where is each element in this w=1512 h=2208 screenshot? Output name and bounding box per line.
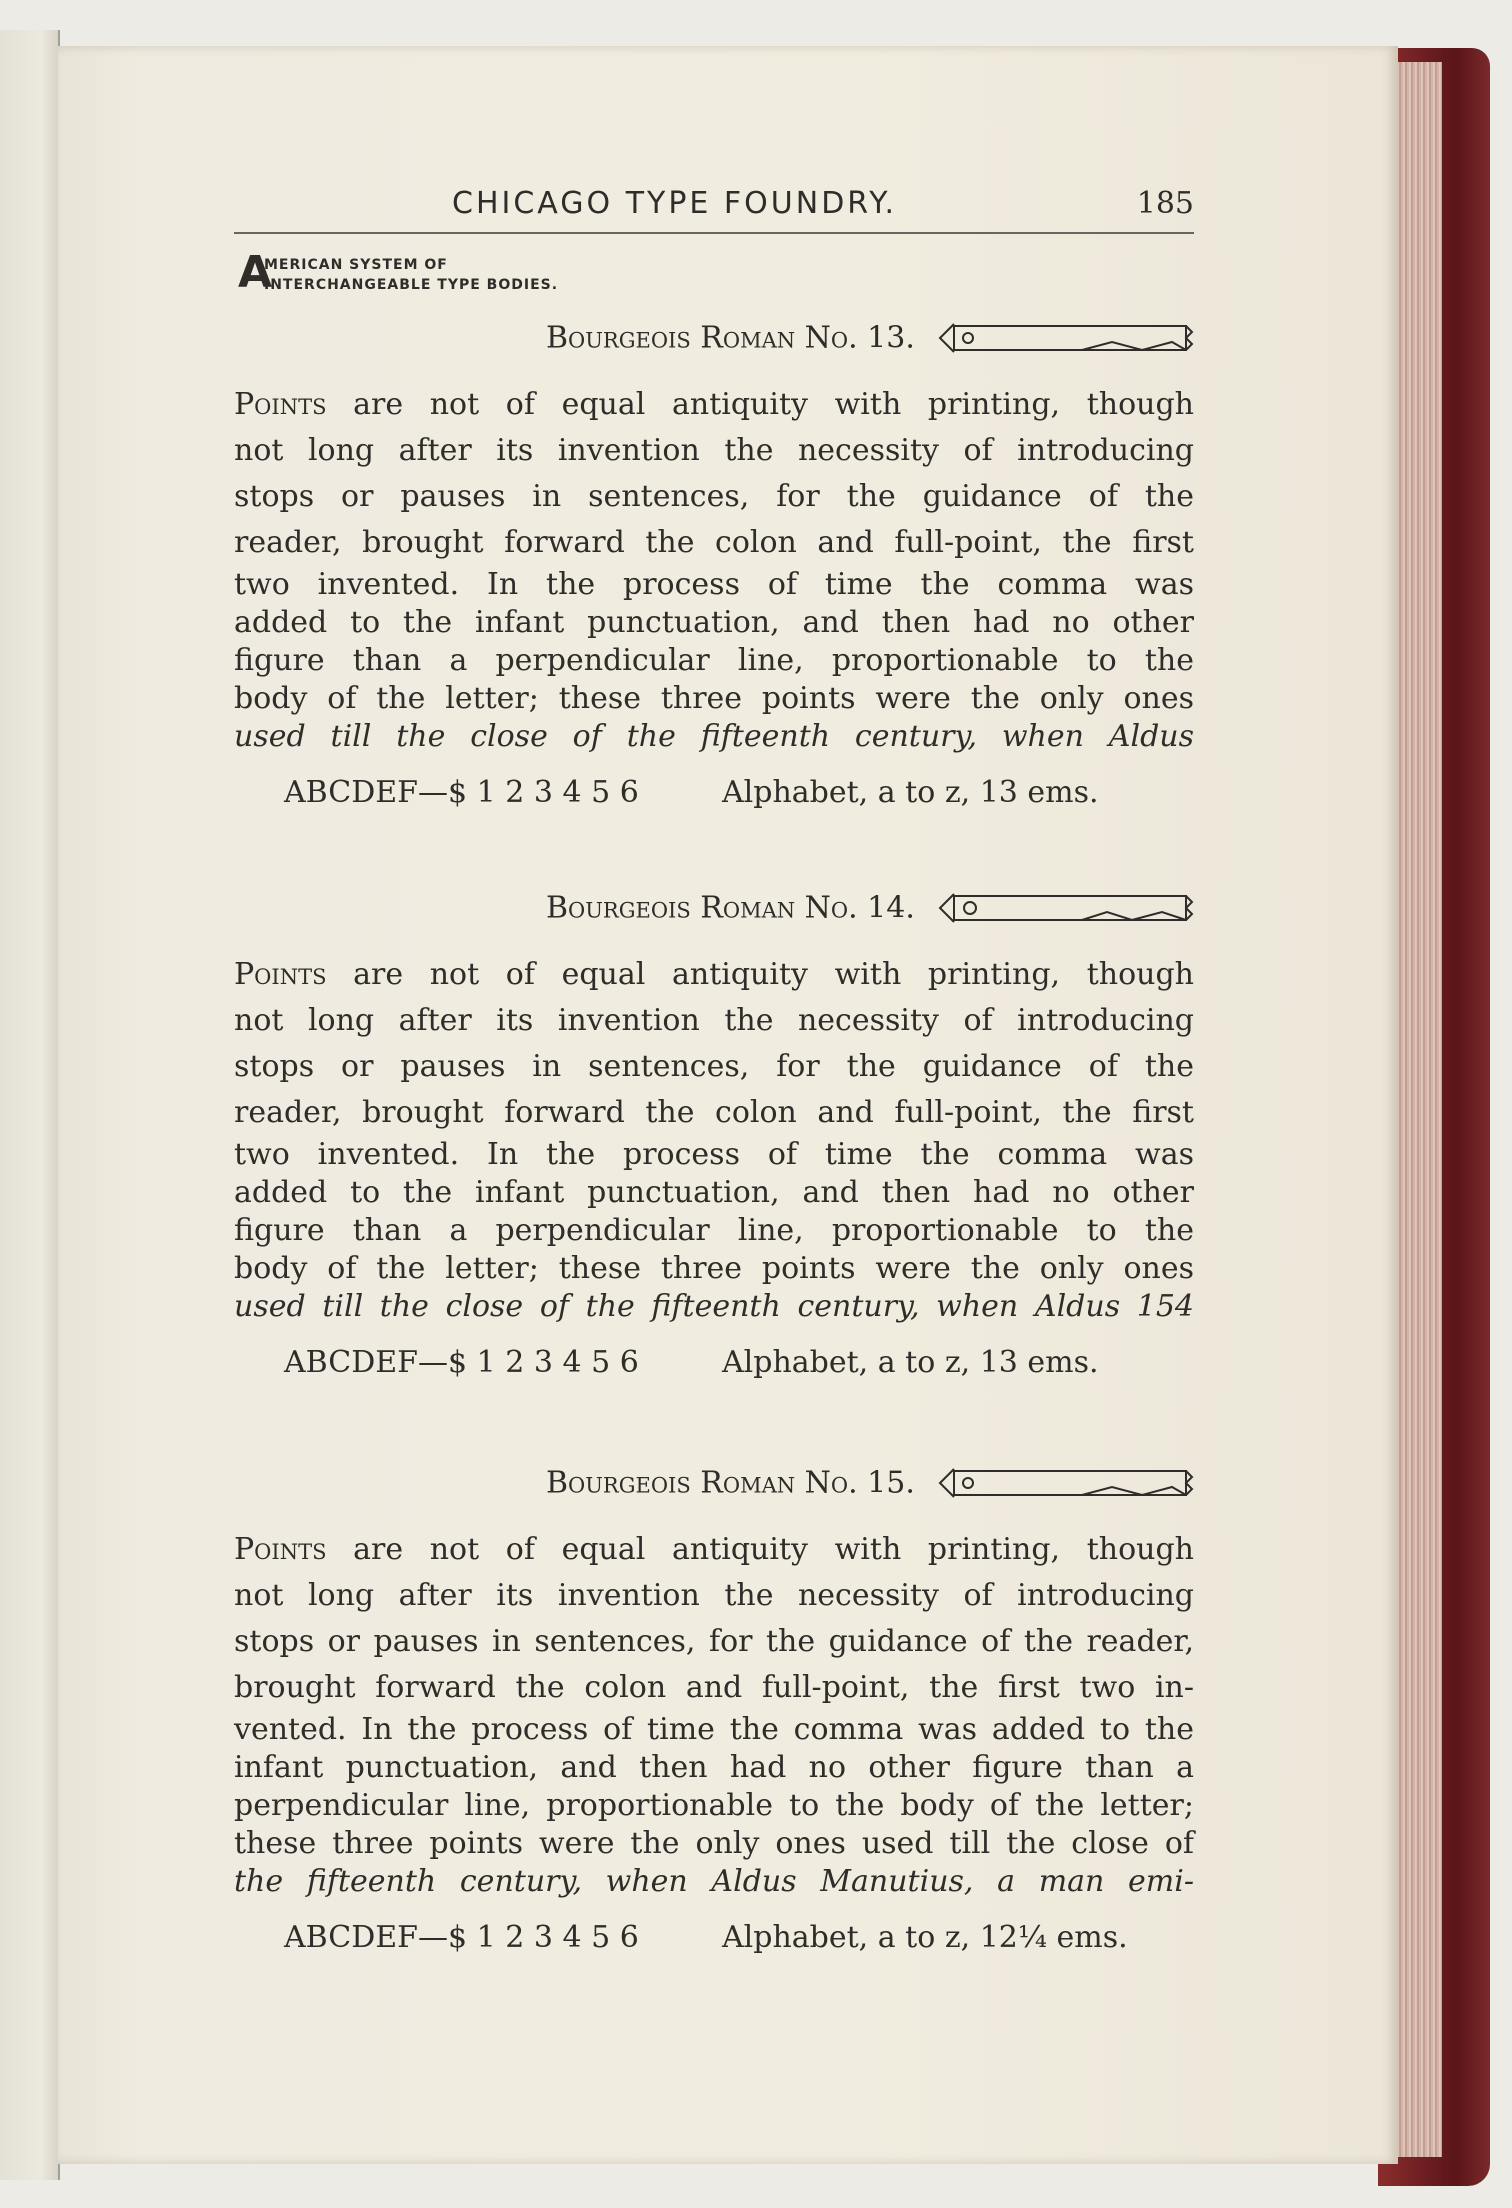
american-system-note [238,247,658,302]
previous-page-edge [0,30,60,2180]
paragraph-line: not long after its invention the necessity of introducing [234,433,1194,468]
specimen-paragraph [234,1527,1194,1901]
type-gauge-icon [932,320,1194,356]
paragraph-line: added to the infant punctuation, and then had no other [234,1175,1194,1210]
character-sample: ABCDEF—$ 1 2 3 4 5 6 [284,1345,639,1380]
paragraph-line: stops or pauses in sentences, for the guidance of the [234,479,1194,514]
paragraph-line: stops or pauses in sentences, for the guidance of the [234,1049,1194,1084]
running-head [234,186,1194,234]
lead-word: Points [234,387,327,422]
specimen-heading [546,1465,1194,1509]
specimen-block [234,1465,1194,1965]
alphabet-length: Alphabet, a to z, 13 ems. [722,1345,1099,1380]
paragraph-line: Points are not of equal antiquity with printing, though [234,387,1194,422]
character-sample: ABCDEF—$ 1 2 3 4 5 6 [284,1920,639,1955]
specimen-heading [546,890,1194,934]
paragraph-line: figure than a perpendicular line, proportionable to the [234,643,1194,678]
character-sample: ABCDEF—$ 1 2 3 4 5 6 [284,775,639,810]
alphabet-line [284,775,1099,810]
italic-line: used till the close of the fifteenth century, when Aldus 154 [234,1289,1194,1324]
lead-word: Points [234,957,327,992]
italic-line: used till the close of the fifteenth century, when Aldus [234,719,1194,754]
specimen-block [234,890,1194,1390]
paragraph-line: not long after its invention the necessity of introducing [234,1003,1194,1038]
alphabet-length: Alphabet, a to z, 13 ems. [722,775,1099,810]
paragraph-line: infant punctuation, and then had no other figure than a [234,1750,1194,1785]
paragraph-line: reader, brought forward the colon and full-point, the first [234,1095,1194,1130]
running-head-title: CHICAGO TYPE FOUNDRY. [452,186,898,221]
paragraph-line: stops or pauses in sentences, for the guidance of the reader, [234,1624,1194,1659]
specimen-name: Bourgeois Roman No. 14. [545,890,915,926]
paragraph-line: added to the infant punctuation, and then had no other [234,605,1194,640]
paragraph-line: two invented. In the process of time the comma was [234,567,1194,602]
page-number: 185 [1136,186,1194,221]
alphabet-line [284,1920,1128,1955]
type-gauge-icon [932,1465,1194,1501]
alphabet-line [284,1345,1099,1380]
alphabet-length: Alphabet, a to z, 12¼ ems. [722,1920,1128,1955]
specimen-name: Bourgeois Roman No. 13. [545,320,915,356]
system-note-initial: A [238,247,273,298]
type-gauge-icon [932,890,1194,926]
system-note-line-1: MERICAN SYSTEM OF [264,257,448,273]
lead-word: Points [234,1532,327,1567]
specimen-block [234,320,1194,820]
paragraph-line: Points are not of equal antiquity with printing, though [234,1532,1194,1567]
paragraph-line: not long after its invention the necessity of introducing [234,1578,1194,1613]
specimen-heading [546,320,1194,364]
paragraph-line: brought forward the colon and full-point, the first two in- [234,1670,1194,1705]
specimen-paragraph [234,382,1194,756]
system-note-line-2: INTERCHANGEABLE TYPE BODIES. [264,277,559,293]
paragraph-line: vented. In the process of time the comma was added to the [234,1712,1194,1747]
paragraph-line: Points are not of equal antiquity with printing, though [234,957,1194,992]
specimen-paragraph [234,952,1194,1326]
paragraph-line: figure than a perpendicular line, proportionable to the [234,1213,1194,1248]
italic-line: the fifteenth century, when Aldus Manutius, a man emi- [234,1864,1194,1899]
paragraph-line: these three points were the only ones used till the close of [234,1826,1194,1861]
paragraph-line: two invented. In the process of time the comma was [234,1137,1194,1172]
specimen-name: Bourgeois Roman No. 15. [545,1465,915,1501]
paragraph-line: reader, brought forward the colon and full-point, the first [234,525,1194,560]
paragraph-line: body of the letter; these three points were the only ones [234,1251,1194,1286]
paragraph-line: body of the letter; these three points were the only ones [234,681,1194,716]
paragraph-line: perpendicular line, proportionable to the body of the letter; [234,1788,1194,1823]
